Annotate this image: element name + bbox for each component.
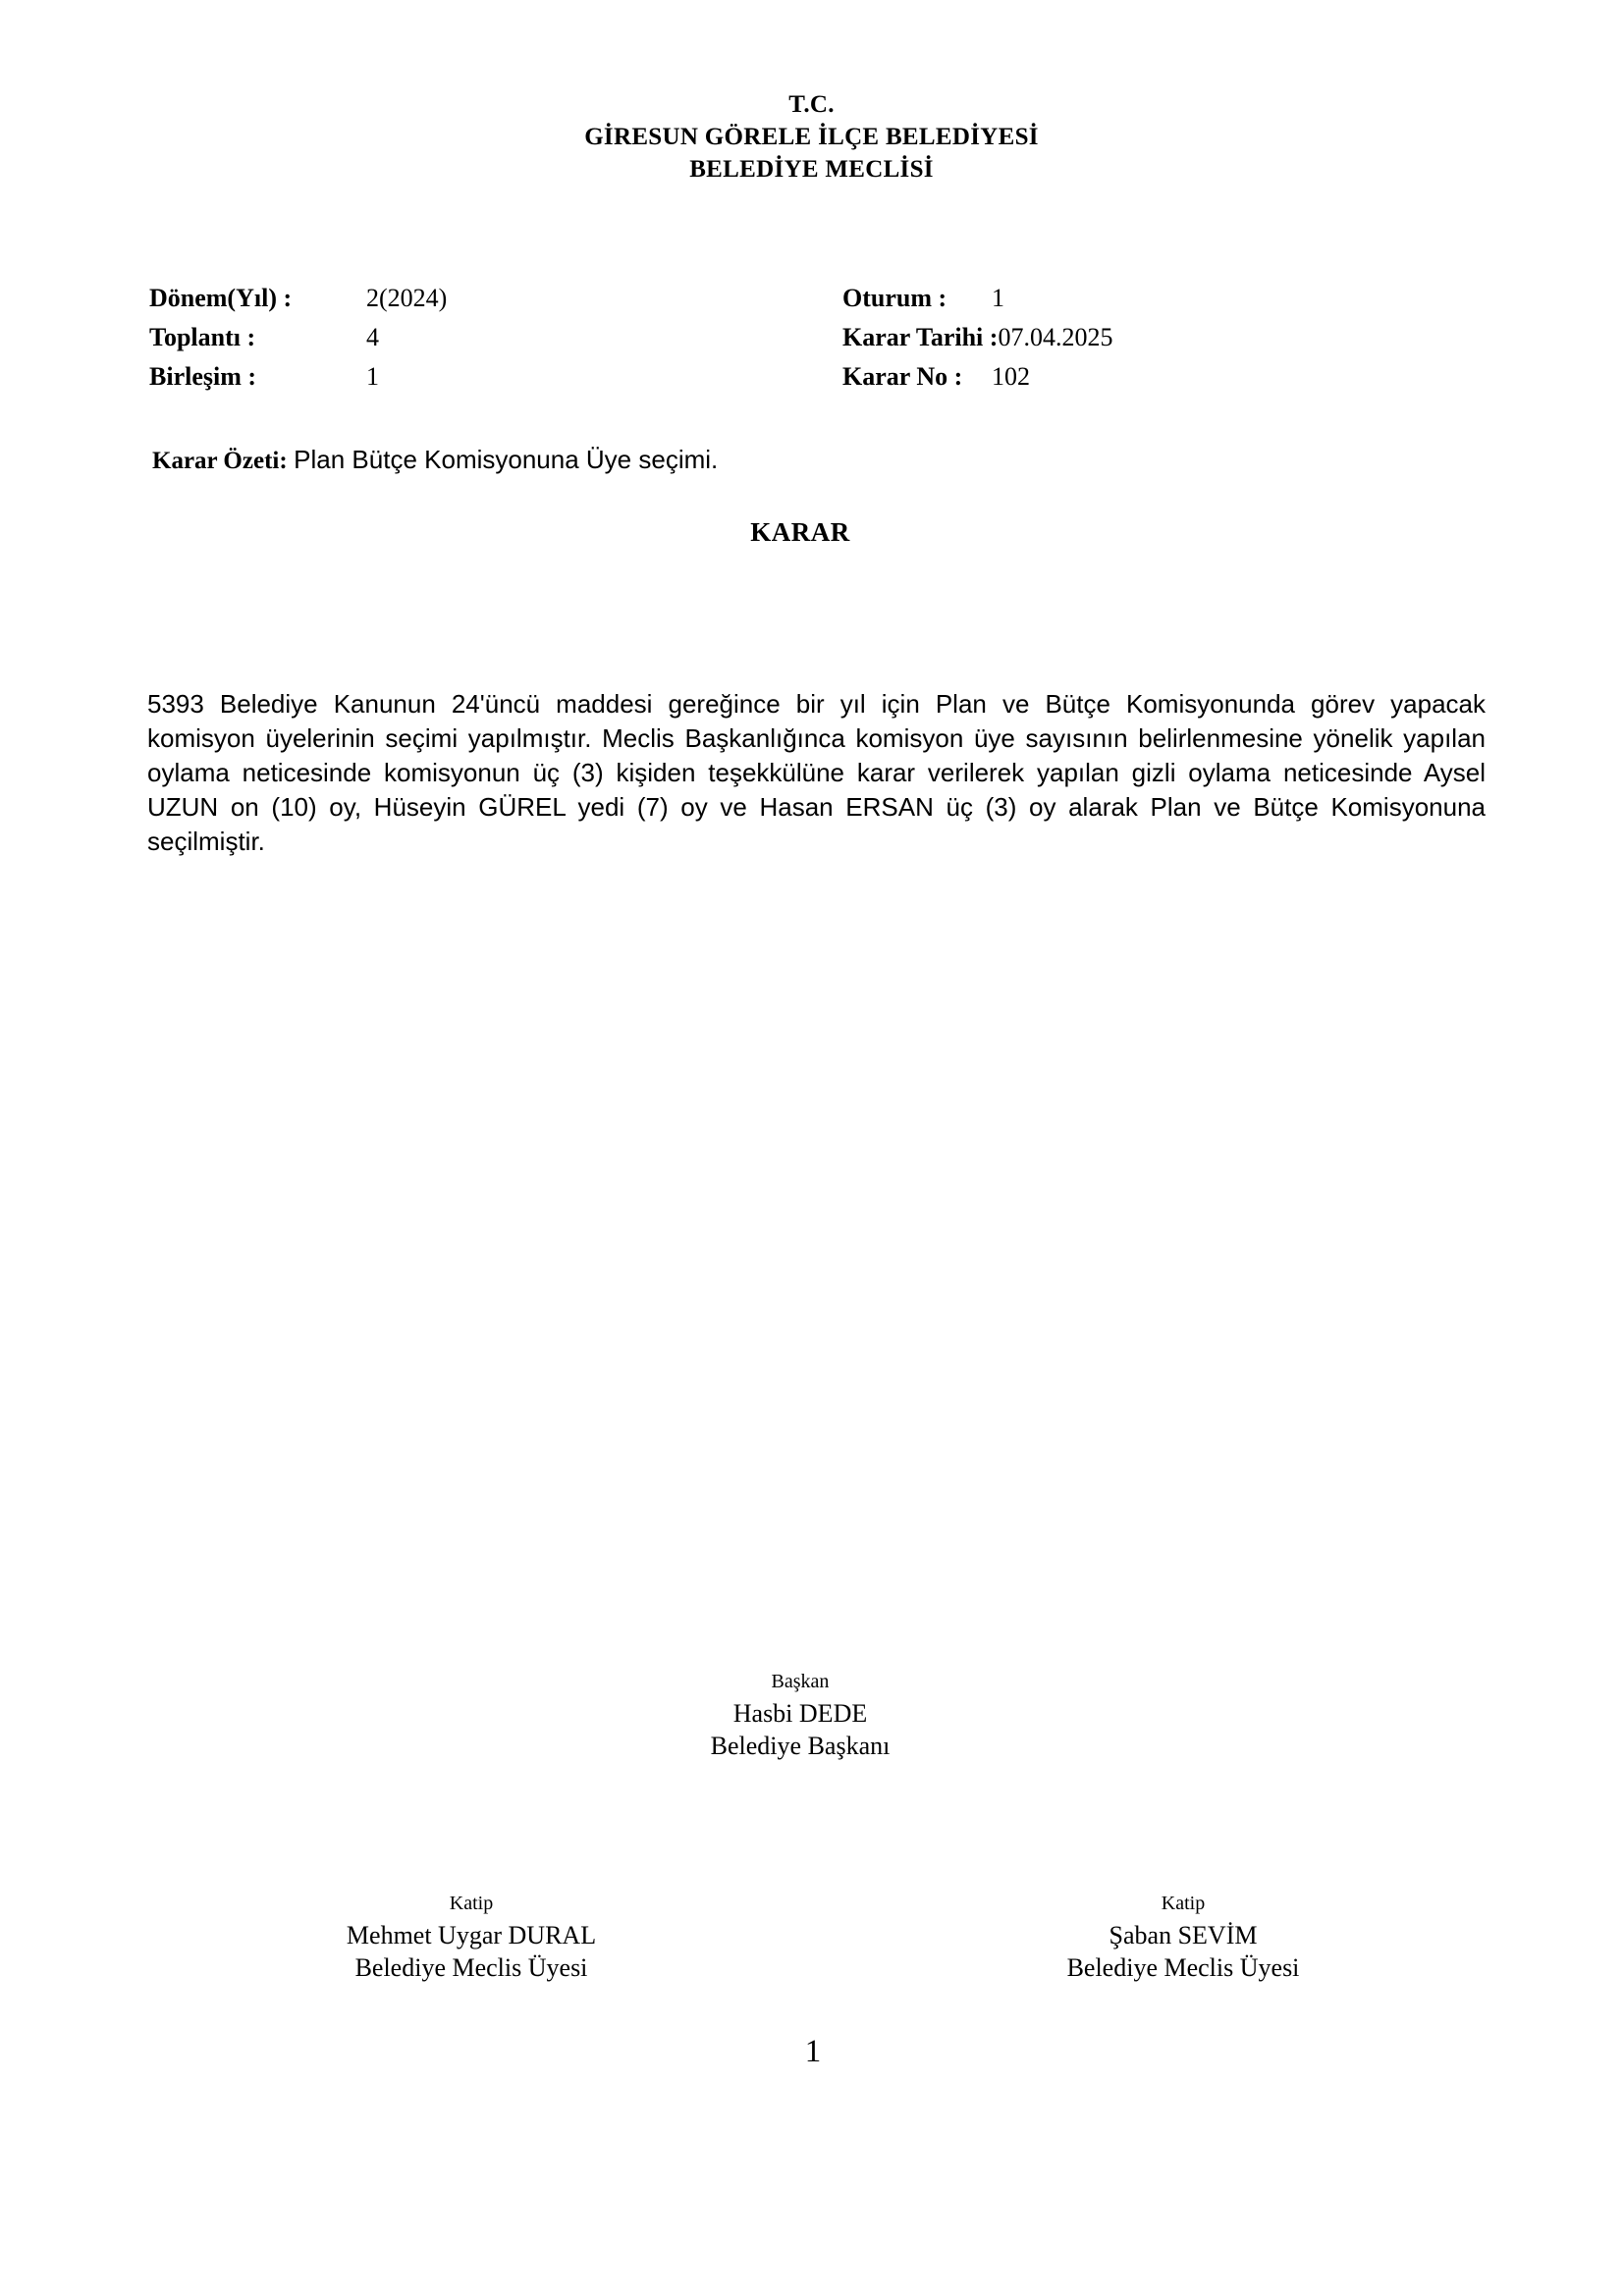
clerk-2-name: Şaban SEVİM bbox=[1109, 1921, 1258, 1949]
decision-heading: KARAR bbox=[750, 517, 850, 547]
president-role: Başkan bbox=[771, 1671, 830, 1692]
meta-value-karar-tarihi: 07.04.2025 bbox=[998, 323, 1113, 351]
clerk-1-name: Mehmet Uygar DURAL bbox=[346, 1921, 597, 1949]
meta-label-toplanti: Toplantı : bbox=[149, 323, 256, 351]
meta-label-karar-tarihi: Karar Tarihi : bbox=[842, 323, 999, 351]
meta-value-donem: 2(2024) bbox=[366, 284, 448, 312]
meta-row-oturum bbox=[842, 284, 1004, 313]
president-title: Belediye Başkanı bbox=[710, 1732, 891, 1760]
signature-clerk-2 bbox=[889, 1888, 1478, 1984]
president-name: Hasbi DEDE bbox=[732, 1699, 868, 1728]
clerk-1-role: Katip bbox=[449, 1893, 494, 1914]
meta-row-birlesim bbox=[149, 362, 379, 392]
document-header bbox=[0, 88, 1623, 186]
meta-label-donem: Dönem(Yıl) : bbox=[149, 284, 293, 312]
signature-clerk-1 bbox=[177, 1888, 766, 1984]
meta-value-toplanti: 4 bbox=[366, 323, 379, 351]
clerk-2-role: Katip bbox=[1161, 1893, 1206, 1914]
clerk-2-title: Belediye Meclis Üyesi bbox=[1066, 1953, 1300, 1982]
meta-row-karar-tarihi bbox=[842, 323, 1112, 352]
meta-label-oturum: Oturum : bbox=[842, 284, 947, 312]
decision-summary-text: Plan Bütçe Komisyonuna Üye seçimi. bbox=[294, 445, 719, 474]
meta-row-donem bbox=[149, 284, 447, 313]
meta-label-karar-no: Karar No : bbox=[842, 362, 963, 391]
meta-value-oturum: 1 bbox=[992, 284, 1004, 312]
decision-body-paragraph: 5393 Belediye Kanunun 24'üncü maddesi gereğince bir yıl için Plan ve Bütçe Komisyonunda görev yapacak komisyon üyelerinin seçimi yapılmıştır. Meclis Başkanlığınca komisyon üye sayısının belirlenmesine yönelik yapılan oylama neticesinde komisyonun üç (3) kişiden teşekkülüne karar verilerek yapılan gizli oylama neticesinde Aysel UZUN on (10) oy, Hüseyin GÜREL yedi (7) oy ve Hasan ERSAN üç (3) oy alarak Plan ve Bütçe Komisyonuna seçilmiştir. bbox=[147, 689, 1486, 856]
signature-president bbox=[0, 1666, 1600, 1762]
meta-row-toplanti bbox=[149, 323, 379, 352]
meta-row-karar-no bbox=[842, 362, 1030, 392]
header-republic-line: T.C. bbox=[788, 91, 835, 118]
header-municipality-line: GİRESUN GÖRELE İLÇE BELEDİYESİ bbox=[584, 124, 1039, 150]
meta-value-birlesim: 1 bbox=[366, 362, 379, 391]
decision-summary bbox=[152, 445, 1527, 476]
clerk-1-title: Belediye Meclis Üyesi bbox=[354, 1953, 588, 1982]
decision-summary-label: Karar Özeti: bbox=[152, 448, 288, 474]
meta-value-karar-no: 102 bbox=[992, 362, 1030, 391]
header-council-line: BELEDİYE MECLİSİ bbox=[689, 156, 934, 183]
meta-label-birlesim: Birleşim : bbox=[149, 362, 257, 391]
page-number: 1 bbox=[804, 2034, 822, 2069]
